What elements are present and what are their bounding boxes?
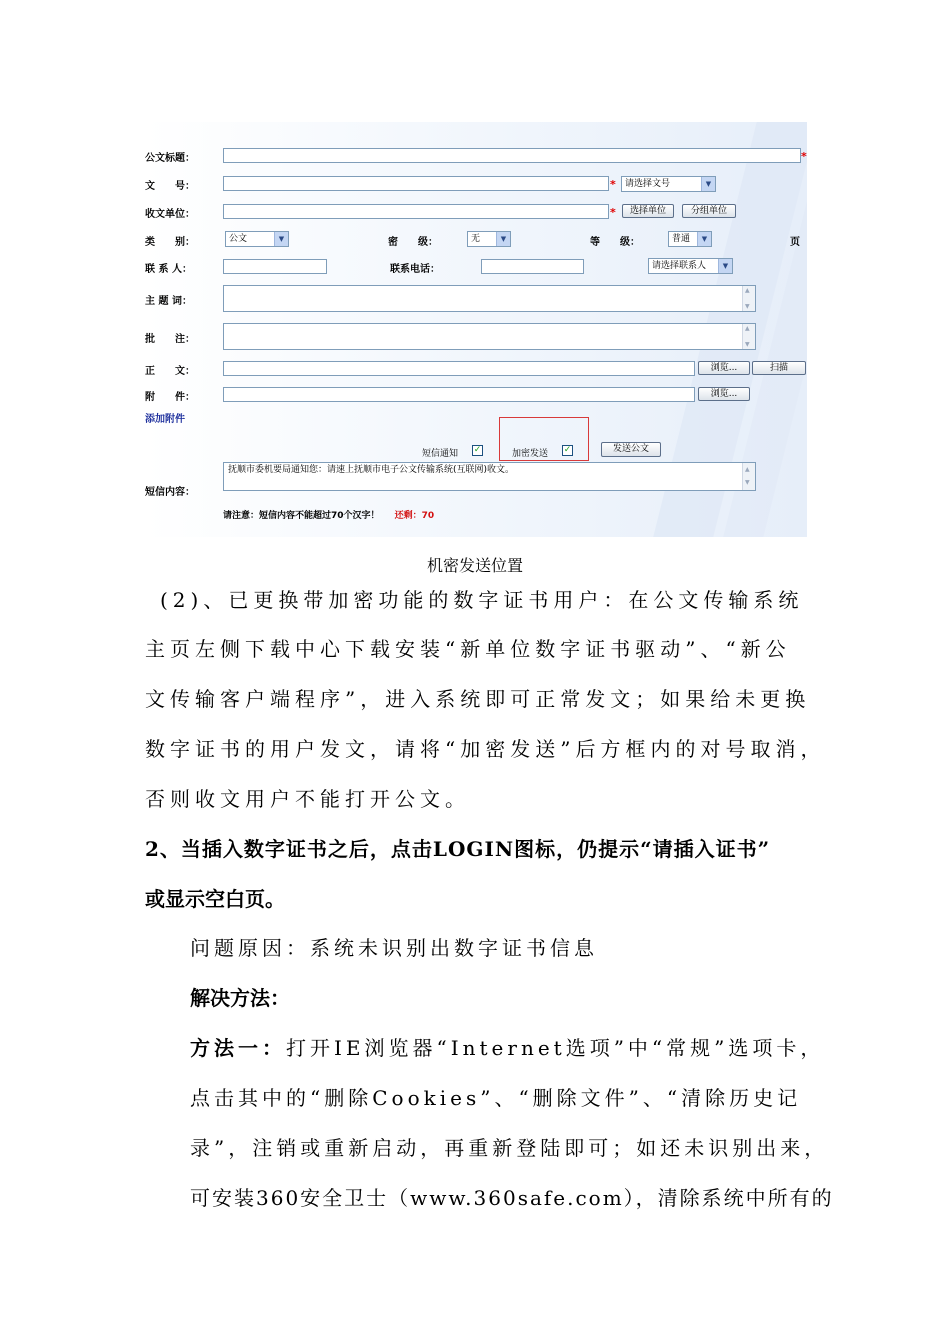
page-label: 页 <box>790 237 800 248</box>
grade-select-value: 普通 <box>672 234 691 244</box>
cause-text: 问题原因：系统未识别出数字证书信息 <box>190 936 598 960</box>
figure-caption: 机密发送位置 <box>426 556 523 575</box>
required-mark: * <box>610 206 616 219</box>
section-heading: 2、当插入数字证书之后，点击LOGIN图标，仍提示“请插入证书” <box>145 837 771 861</box>
sms-notify-label: 短信通知 <box>422 449 459 459</box>
chevron-down-icon: ▼ <box>701 177 715 191</box>
remark-label: 批 注： <box>145 334 195 345</box>
contact-label: 联 系 人： <box>145 264 192 275</box>
sms-notify-checkbox[interactable]: ✓ <box>473 445 482 455</box>
secret-select[interactable] <box>467 231 511 247</box>
method-line: 录”，注销或重新启动，再重新登陆即可；如还未识别出来， <box>190 1136 829 1160</box>
browse-button[interactable]: 浏览... <box>698 387 750 401</box>
sms-content-label: 短信内容： <box>145 487 195 498</box>
method-text: 打开IE浏览器“Internet选项”中“常规”选项卡， <box>286 1036 825 1060</box>
doc-no-select[interactable] <box>621 176 716 192</box>
chevron-down-icon: ▼ <box>718 259 732 273</box>
group-unit-button[interactable]: 分组单位 <box>682 204 736 218</box>
remaining-count: 还剩：70 <box>394 511 435 521</box>
paragraph-line: 否则收文用户不能打开公文。 <box>145 787 470 811</box>
add-attachment-link[interactable]: 添加附件 <box>145 414 185 425</box>
category-select-value: 公文 <box>229 234 248 244</box>
attach-label: 附 件： <box>145 392 195 403</box>
phone-input[interactable] <box>481 259 584 274</box>
body-file-input[interactable] <box>223 361 695 376</box>
body-label: 正 文： <box>145 366 195 377</box>
sms-content-textarea[interactable] <box>223 462 756 491</box>
method-line <box>190 1035 824 1061</box>
chevron-down-icon: ▼ <box>274 232 288 246</box>
scrollbar[interactable] <box>742 463 755 490</box>
sms-content-text: 抚顺市委机要局通知您：请速上抚顺市电子公文传输系统(互联网)收文。 <box>228 465 515 475</box>
chevron-down-icon: ▼ <box>496 232 510 246</box>
doc-no-label: 文 号： <box>145 181 195 192</box>
scan-button[interactable]: 扫描 <box>752 361 806 375</box>
phone-label: 联系电话： <box>390 264 440 275</box>
title-label: 公文标题： <box>145 153 195 164</box>
contact-input[interactable] <box>223 259 327 274</box>
contact-select[interactable] <box>648 258 733 274</box>
encrypt-send-checkbox[interactable]: ✓ <box>563 445 572 455</box>
doc-no-input[interactable] <box>223 176 609 191</box>
section-heading: 或显示空白页。 <box>145 887 285 911</box>
scrollbar[interactable] <box>742 324 755 349</box>
browse-button[interactable]: 浏览... <box>698 361 750 375</box>
paragraph-line: 数字证书的用户发文，请将“加密发送”后方框内的对号取消， <box>145 737 826 761</box>
category-label: 类 别： <box>145 237 195 248</box>
method-line: 可安装360安全卫士（www.360safe.com），清除系统中所有的 <box>190 1186 834 1210</box>
required-mark: * <box>801 150 807 163</box>
grade-select[interactable] <box>668 231 712 247</box>
secret-select-value: 无 <box>471 234 481 244</box>
secret-label: 密 级： <box>388 237 438 248</box>
grade-label: 等 级： <box>590 237 640 248</box>
recv-unit-input[interactable] <box>223 204 609 219</box>
required-mark: * <box>610 178 616 191</box>
paragraph-line: 文传输客户端程序”，进入系统即可正常发文；如果给未更换 <box>145 687 811 711</box>
chevron-down-icon: ▼ <box>697 232 711 246</box>
send-document-button[interactable]: 发送公文 <box>601 442 661 457</box>
contact-select-value: 请选择联系人 <box>652 261 707 271</box>
recv-unit-label: 收文单位： <box>145 209 195 220</box>
sms-length-note <box>223 508 434 521</box>
paragraph-line: 主页左侧下载中心下载安装“新单位数字证书驱动”、“新公 <box>145 637 791 661</box>
method-label: 方法一： <box>190 1036 286 1060</box>
paragraph-line: (2)、已更换带加密功能的数字证书用户：在公文传输系统 <box>160 588 804 612</box>
select-unit-button[interactable]: 选择单位 <box>622 204 674 218</box>
title-input[interactable] <box>223 148 801 163</box>
doc-no-select-value: 请选择文号 <box>625 179 671 189</box>
solution-heading: 解决方法： <box>190 986 290 1010</box>
remark-textarea[interactable] <box>223 323 756 350</box>
category-select[interactable] <box>225 231 289 247</box>
subject-textarea[interactable] <box>223 285 756 312</box>
note-text: 请注意：短信内容不能超过70个汉字！ <box>223 511 380 521</box>
subject-label: 主 题 词： <box>145 296 192 307</box>
method-line: 点击其中的“删除Cookies”、“删除文件”、“清除历史记 <box>190 1086 802 1110</box>
attach-file-input[interactable] <box>223 387 695 402</box>
encrypt-send-label: 加密发送 <box>512 449 549 459</box>
form-screenshot <box>145 122 807 537</box>
scrollbar[interactable] <box>742 286 755 311</box>
